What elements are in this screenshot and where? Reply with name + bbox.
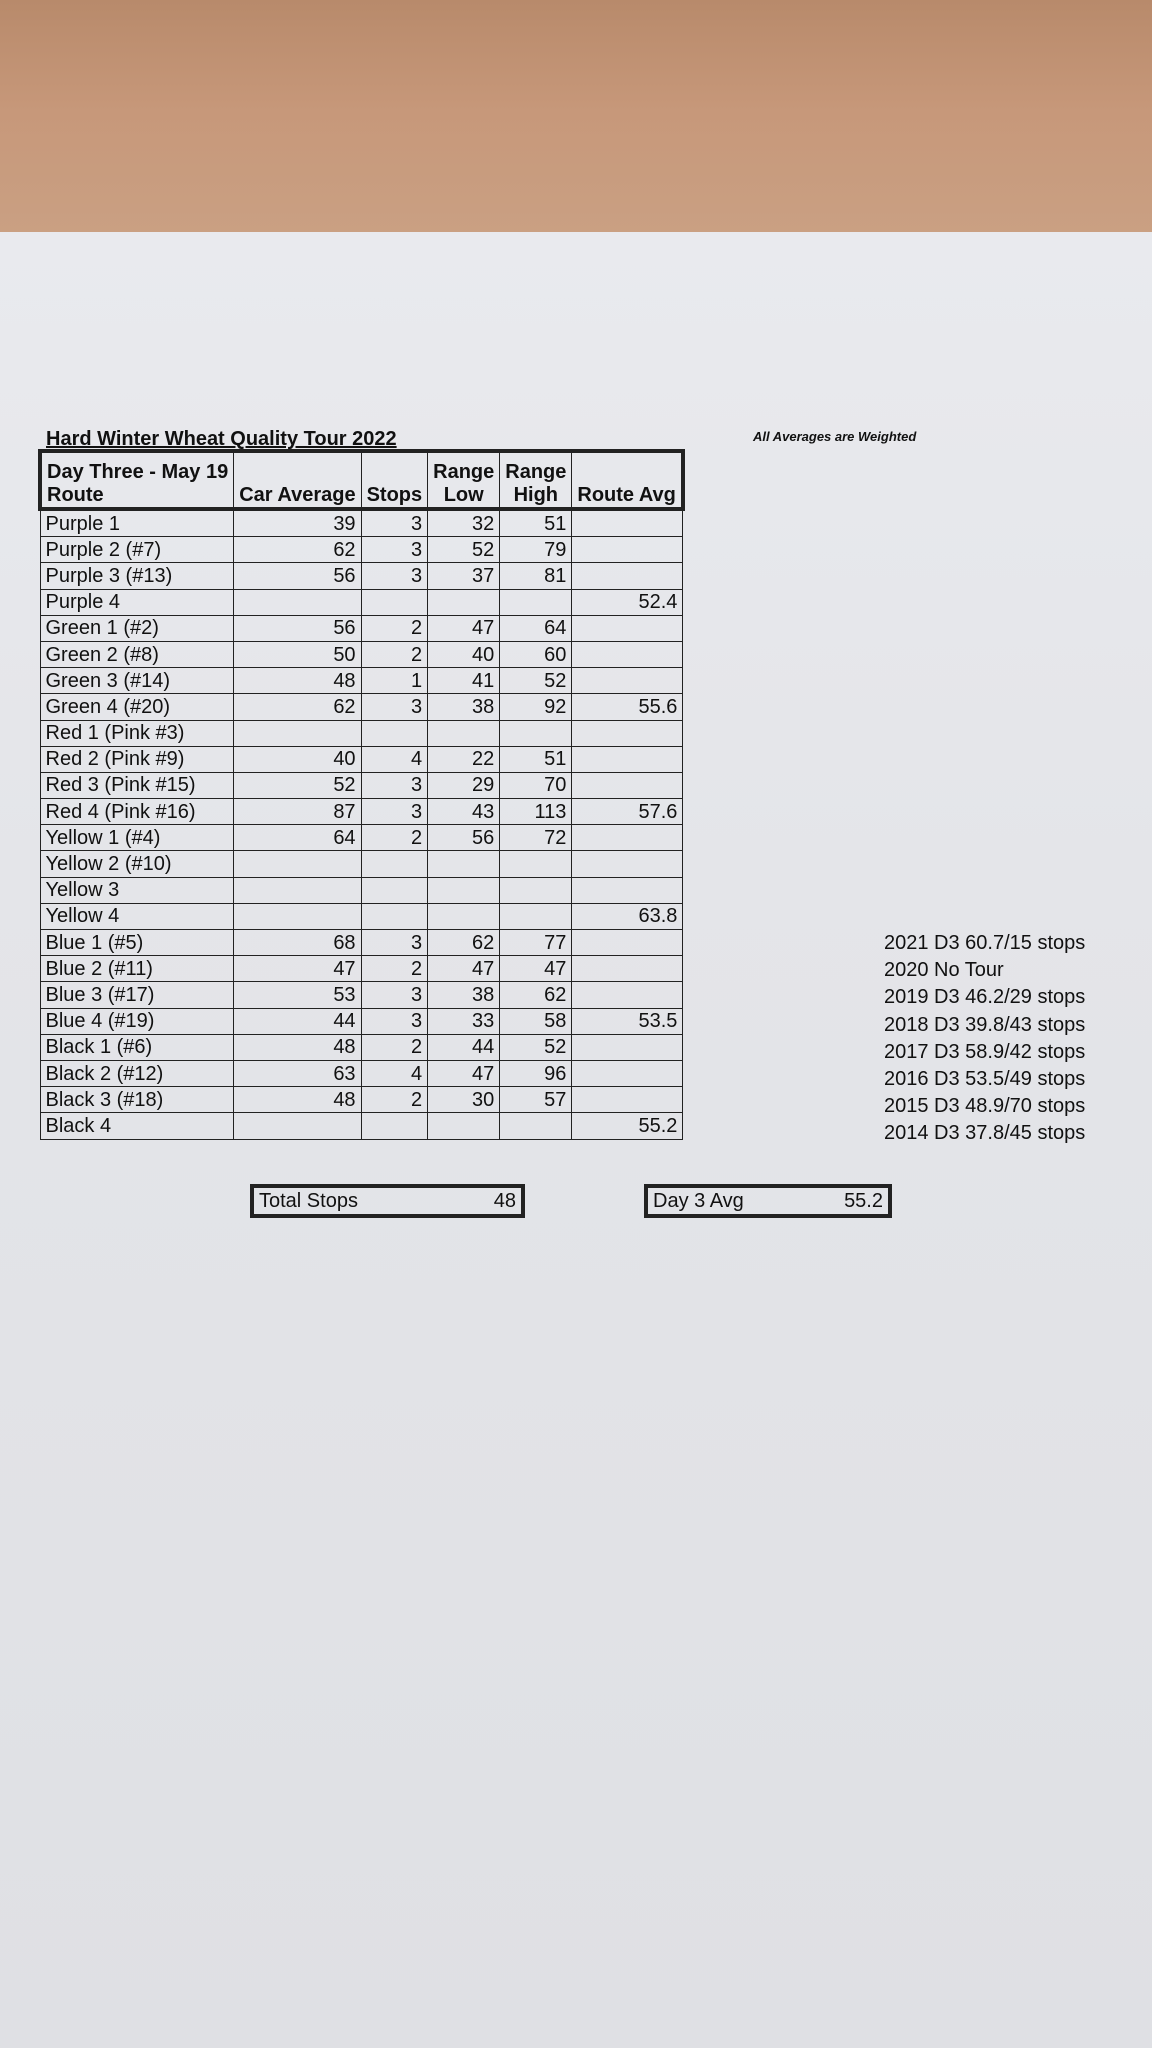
range-high-cell: 58 — [500, 1008, 572, 1034]
route-avg-cell: 55.6 — [572, 694, 683, 720]
range-high-cell: 52 — [500, 668, 572, 694]
day-avg-value: 55.2 — [844, 1189, 883, 1212]
car-average-cell: 39 — [234, 509, 361, 537]
desk-background — [0, 0, 1152, 250]
range-low-cell: 38 — [428, 694, 500, 720]
car-average-cell: 68 — [234, 930, 361, 956]
range-high-cell — [500, 851, 572, 877]
range-high-cell: 47 — [500, 956, 572, 982]
range-low-cell: 47 — [428, 1060, 500, 1086]
route-avg-cell — [572, 956, 683, 982]
route-cell: Green 2 (#8) — [40, 641, 234, 667]
range-high-cell — [500, 903, 572, 929]
route-cell: Purple 4 — [40, 589, 234, 615]
stops-cell: 3 — [361, 1008, 428, 1034]
route-cell: Green 3 (#14) — [40, 668, 234, 694]
report-title: Hard Winter Wheat Quality Tour 2022 — [46, 428, 397, 450]
route-cell: Purple 2 (#7) — [40, 537, 234, 563]
stops-cell: 2 — [361, 956, 428, 982]
route-avg-cell: 53.5 — [572, 1008, 683, 1034]
route-avg-cell: 55.2 — [572, 1113, 683, 1139]
table-row — [40, 956, 683, 982]
history-item: 2019 D3 46.2/29 stops — [884, 986, 1086, 1009]
route-avg-cell — [572, 982, 683, 1008]
car-average-cell: 62 — [234, 537, 361, 563]
route-header — [40, 451, 234, 509]
table-header-row — [40, 451, 683, 509]
route-avg-header: Route Avg — [572, 451, 683, 509]
table-row — [40, 903, 683, 929]
table-row — [40, 563, 683, 589]
stops-cell: 4 — [361, 746, 428, 772]
range-low-header: Range Low — [428, 451, 500, 509]
car-average-cell — [234, 877, 361, 903]
day-avg-box — [644, 1184, 892, 1218]
car-average-cell: 48 — [234, 1087, 361, 1113]
route-avg-cell: 52.4 — [572, 589, 683, 615]
range-low-cell: 62 — [428, 930, 500, 956]
range-high-cell: 79 — [500, 537, 572, 563]
car-average-cell: 50 — [234, 641, 361, 667]
route-cell: Purple 1 — [40, 509, 234, 537]
range-low-cell: 38 — [428, 982, 500, 1008]
range-high-cell: 62 — [500, 982, 572, 1008]
range-low-cell: 33 — [428, 1008, 500, 1034]
table-row — [40, 799, 683, 825]
route-cell: Red 3 (Pink #15) — [40, 772, 234, 798]
stops-cell: 3 — [361, 563, 428, 589]
range-high-cell: 81 — [500, 563, 572, 589]
stops-cell: 4 — [361, 1060, 428, 1086]
route-cell: Green 1 (#2) — [40, 615, 234, 641]
range-low-cell — [428, 903, 500, 929]
table-row — [40, 1087, 683, 1113]
route-cell: Red 1 (Pink #3) — [40, 720, 234, 746]
route-avg-cell: 63.8 — [572, 903, 683, 929]
weighted-note: All Averages are Weighted — [753, 429, 917, 444]
table-row — [40, 772, 683, 798]
range-low-cell: 44 — [428, 1034, 500, 1060]
stops-cell: 3 — [361, 799, 428, 825]
car-average-cell: 44 — [234, 1008, 361, 1034]
range-low-cell: 30 — [428, 1087, 500, 1113]
car-average-cell — [234, 589, 361, 615]
route-cell: Purple 3 (#13) — [40, 563, 234, 589]
table-body — [40, 509, 683, 1139]
range-low-cell: 29 — [428, 772, 500, 798]
route-table — [38, 449, 685, 1140]
route-avg-cell — [572, 668, 683, 694]
route-cell: Yellow 1 (#4) — [40, 825, 234, 851]
stops-cell — [361, 903, 428, 929]
history-list — [884, 930, 1085, 1148]
route-avg-cell — [572, 877, 683, 903]
table-row — [40, 615, 683, 641]
stops-cell — [361, 851, 428, 877]
range-low-cell — [428, 1113, 500, 1139]
table-row — [40, 1034, 683, 1060]
car-average-cell: 40 — [234, 746, 361, 772]
route-label: Route — [47, 484, 104, 506]
car-average-cell: 47 — [234, 956, 361, 982]
route-avg-cell: 57.6 — [572, 799, 683, 825]
range-low-cell: 43 — [428, 799, 500, 825]
range-low-cell — [428, 720, 500, 746]
history-item: 2018 D3 39.8/43 stops — [884, 1013, 1086, 1036]
range-high-cell — [500, 720, 572, 746]
range-high-cell: 96 — [500, 1060, 572, 1086]
history-item: 2021 D3 60.7/15 stops — [884, 932, 1086, 954]
range-low-cell — [428, 877, 500, 903]
route-cell: Red 2 (Pink #9) — [40, 746, 234, 772]
range-low-cell — [428, 589, 500, 615]
car-average-cell: 48 — [234, 1034, 361, 1060]
history-item: 2014 D3 37.8/45 stops — [884, 1122, 1086, 1145]
car-average-cell: 87 — [234, 799, 361, 825]
car-average-cell: 56 — [234, 563, 361, 589]
stops-cell: 3 — [361, 930, 428, 956]
range-high-cell: 64 — [500, 615, 572, 641]
range-high-cell: 72 — [500, 825, 572, 851]
table-row — [40, 537, 683, 563]
stops-header: Stops — [361, 451, 428, 509]
car-average-cell — [234, 851, 361, 877]
stops-cell — [361, 877, 428, 903]
stops-cell — [361, 720, 428, 746]
table-row — [40, 1113, 683, 1139]
table-row — [40, 668, 683, 694]
range-low-cell: 56 — [428, 825, 500, 851]
range-high-cell — [500, 589, 572, 615]
table-row — [40, 1008, 683, 1034]
route-cell: Black 2 (#12) — [40, 1060, 234, 1086]
stops-cell: 2 — [361, 1087, 428, 1113]
range-high-cell: 70 — [500, 772, 572, 798]
route-avg-cell — [572, 720, 683, 746]
table-row — [40, 982, 683, 1008]
route-avg-cell — [572, 1087, 683, 1113]
range-low-cell: 52 — [428, 537, 500, 563]
car-average-cell: 56 — [234, 615, 361, 641]
route-cell: Black 3 (#18) — [40, 1087, 234, 1113]
stops-cell: 2 — [361, 641, 428, 667]
route-cell: Yellow 4 — [40, 903, 234, 929]
route-cell: Blue 3 (#17) — [40, 982, 234, 1008]
route-cell: Green 4 (#20) — [40, 694, 234, 720]
range-high-cell — [500, 877, 572, 903]
car-average-cell: 64 — [234, 825, 361, 851]
table-row — [40, 720, 683, 746]
car-average-header: Car Average — [234, 451, 361, 509]
table-row — [40, 746, 683, 772]
stops-cell: 3 — [361, 772, 428, 798]
range-low-cell: 40 — [428, 641, 500, 667]
range-low-cell: 32 — [428, 509, 500, 537]
history-item: 2016 D3 53.5/49 stops — [884, 1068, 1086, 1091]
route-avg-cell — [572, 563, 683, 589]
range-high-cell — [500, 1113, 572, 1139]
total-stops-box — [250, 1184, 525, 1218]
stops-cell: 2 — [361, 825, 428, 851]
stops-cell — [361, 589, 428, 615]
table-row — [40, 877, 683, 903]
range-high-cell: 51 — [500, 509, 572, 537]
route-cell: Yellow 3 — [40, 877, 234, 903]
history-item: 2020 No Tour — [884, 959, 1004, 982]
car-average-cell: 48 — [234, 668, 361, 694]
range-high-cell: 51 — [500, 746, 572, 772]
day-label: Day Three - May 19 — [47, 461, 229, 483]
table-row — [40, 930, 683, 956]
car-average-cell — [234, 1113, 361, 1139]
stops-cell: 3 — [361, 537, 428, 563]
stops-cell: 3 — [361, 694, 428, 720]
route-avg-cell — [572, 746, 683, 772]
day-avg-label: Day 3 Avg — [653, 1189, 744, 1212]
table-row — [40, 1060, 683, 1086]
range-low-cell: 47 — [428, 956, 500, 982]
route-cell: Yellow 2 (#10) — [40, 851, 234, 877]
range-low-cell — [428, 851, 500, 877]
route-avg-cell — [572, 615, 683, 641]
table-row — [40, 509, 683, 537]
stops-cell — [361, 1113, 428, 1139]
range-low-cell: 37 — [428, 563, 500, 589]
table-row — [40, 589, 683, 615]
route-cell: Black 1 (#6) — [40, 1034, 234, 1060]
range-high-cell: 60 — [500, 641, 572, 667]
route-cell: Red 4 (Pink #16) — [40, 799, 234, 825]
route-avg-cell — [572, 1060, 683, 1086]
stops-cell: 2 — [361, 615, 428, 641]
car-average-cell: 62 — [234, 694, 361, 720]
range-high-cell: 52 — [500, 1034, 572, 1060]
route-avg-cell — [572, 509, 683, 537]
route-avg-cell — [572, 537, 683, 563]
total-stops-value: 48 — [493, 1189, 516, 1212]
history-item: 2017 D3 58.9/42 stops — [884, 1040, 1086, 1063]
history-item: 2015 D3 48.9/70 stops — [884, 1095, 1086, 1118]
table-row — [40, 641, 683, 667]
route-cell: Blue 2 (#11) — [40, 956, 234, 982]
range-high-cell: 92 — [500, 694, 572, 720]
range-high-cell: 77 — [500, 930, 572, 956]
range-low-cell: 22 — [428, 746, 500, 772]
range-high-cell: 57 — [500, 1087, 572, 1113]
route-avg-cell — [572, 772, 683, 798]
car-average-cell: 52 — [234, 772, 361, 798]
route-avg-cell — [572, 851, 683, 877]
total-stops-label: Total Stops — [259, 1189, 358, 1212]
stops-cell: 3 — [361, 982, 428, 1008]
table-row — [40, 851, 683, 877]
route-cell: Black 4 — [40, 1113, 234, 1139]
route-avg-cell — [572, 825, 683, 851]
range-low-cell: 41 — [428, 668, 500, 694]
stops-cell: 2 — [361, 1034, 428, 1060]
stops-cell: 3 — [361, 509, 428, 537]
car-average-cell — [234, 903, 361, 929]
route-avg-cell — [572, 930, 683, 956]
range-high-cell: 113 — [500, 799, 572, 825]
table-row — [40, 825, 683, 851]
route-avg-cell — [572, 641, 683, 667]
range-low-cell: 47 — [428, 615, 500, 641]
route-cell: Blue 4 (#19) — [40, 1008, 234, 1034]
car-average-cell — [234, 720, 361, 746]
route-cell: Blue 1 (#5) — [40, 930, 234, 956]
table-row — [40, 694, 683, 720]
car-average-cell: 63 — [234, 1060, 361, 1086]
car-average-cell: 53 — [234, 982, 361, 1008]
route-avg-cell — [572, 1034, 683, 1060]
stops-cell: 1 — [361, 668, 428, 694]
range-high-header: Range High — [500, 451, 572, 509]
